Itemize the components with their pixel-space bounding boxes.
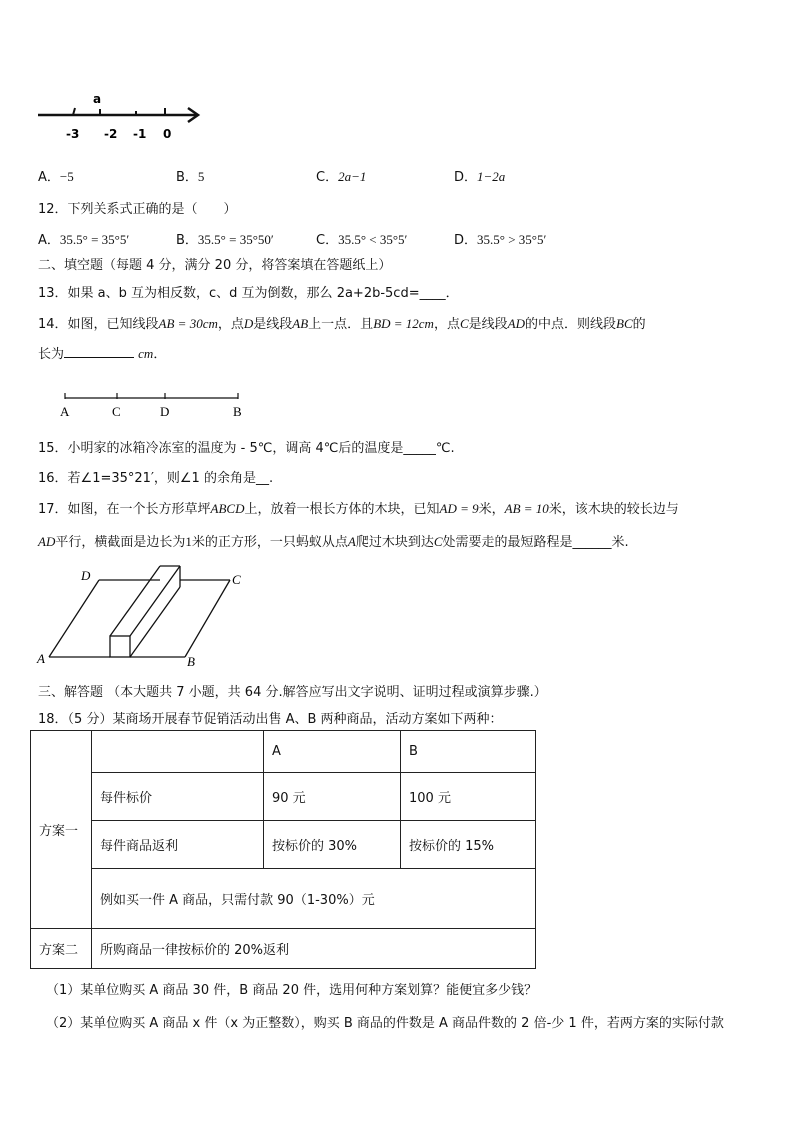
q12-option-a[interactable]: A．35.5° = 35°5′ (38, 232, 130, 248)
q14-segment-figure (55, 388, 255, 424)
row-label-price: 每件标价 (92, 773, 264, 821)
header-a: A (264, 731, 401, 773)
q15-text: 15．小明家的冰箱冷冻室的温度为 - 5℃，调高 4℃后的温度是_____℃. (38, 441, 455, 456)
label-a: a (93, 92, 102, 106)
corner-label-c: C (232, 572, 241, 587)
corner-label-d: D (81, 568, 91, 583)
example-row: 例如买一件 A 商品，只需付款 90（1-30%）元 (92, 869, 536, 929)
q12-option-b[interactable]: B．35.5° = 35°50′ (176, 232, 274, 248)
q17-line2: AD平行，横截面是边长为1米的正方形，一只蚂蚁从点A爬过木块到达C处需要走的最短路程是______米. (38, 534, 629, 550)
tick-label: 0 (163, 127, 172, 141)
answer-blank[interactable] (64, 345, 134, 358)
q18-plan-table (30, 730, 536, 969)
section-heading-solutions: 三、解答题 （本大题共 7 小题，共 64 分.解答应写出文字说明、证明过程或演算步骤.） (38, 685, 547, 700)
corner-label-b: B (187, 654, 195, 669)
header-b: B (401, 731, 536, 773)
rebate-b: 按标价的 15% (401, 821, 536, 869)
plan2-label: 方案二 (31, 929, 92, 969)
point-label-c: C (112, 404, 121, 419)
q11-option-b[interactable]: B．5 (176, 169, 205, 185)
q17-line1: 17．如图，在一个长方形草坪ABCD上，放着一根长方体的木块，已知AD = 9米，AB = 10米，该木块的较长边与 (38, 501, 679, 517)
plan2-text: 所购商品一律按标价的 20%返利 (92, 929, 536, 969)
tick-label: -2 (104, 127, 118, 141)
q14-line2: 长为 cm． (38, 346, 167, 362)
row-label-rebate: 每件商品返利 (92, 821, 264, 869)
q12-stem: 12．下列关系式正确的是（ ） (38, 202, 237, 217)
q18-stem: 18．（5 分）某商场开展春节促销活动出售 A、B 两种商品，活动方案如下两种： (38, 712, 503, 727)
rebate-a: 按标价的 30% (264, 821, 401, 869)
q16-text: 16．若∠1=35°21′，则∠1 的余角是__. (38, 471, 274, 486)
q12-option-c[interactable]: C．35.5° < 35°5′ (316, 232, 408, 248)
price-a: 90 元 (264, 773, 401, 821)
price-b: 100 元 (401, 773, 536, 821)
plan1-label: 方案一 (31, 731, 92, 929)
section-heading-fill-blank: 二、填空题（每题 4 分，满分 20 分，将答案填在答题纸上） (38, 258, 392, 273)
point-label-d: D (160, 404, 170, 419)
corner-label-a: A (37, 651, 45, 666)
q14-line1: 14．如图，已知线段AB = 30cm，点D是线段AB上一点．且BD = 12cm，点C是线段AD的中点．则线段BC的 (38, 316, 646, 332)
q18-sub2: （2）某单位购买 A 商品 x 件（x 为正整数），购买 B 商品的件数是 A 商品件数的 2 倍-少 1 件，若两方案的实际付款 (46, 1016, 724, 1031)
point-label-a: A (60, 404, 70, 419)
q18-sub1: （1）某单位购买 A 商品 30 件，B 商品 20 件，选用何种方案划算？能便宜多少钱？ (46, 983, 538, 998)
q12-option-d[interactable]: D．35.5° > 35°5′ (454, 232, 547, 248)
number-line-figure (30, 88, 210, 150)
q13-text: 13．如果 a、b 互为相反数，c、d 互为倒数，那么 2a+2b-5cd=____． (38, 286, 459, 301)
q11-option-d[interactable]: D．1−2a (454, 169, 506, 185)
q11-option-c[interactable]: C．2a−1 (316, 169, 367, 185)
point-label-b: B (233, 404, 242, 419)
q17-lawn-figure (35, 562, 255, 672)
tick-label: -3 (66, 127, 80, 141)
q11-option-a[interactable]: A．−5 (38, 169, 74, 185)
tick-label: -1 (133, 127, 147, 141)
